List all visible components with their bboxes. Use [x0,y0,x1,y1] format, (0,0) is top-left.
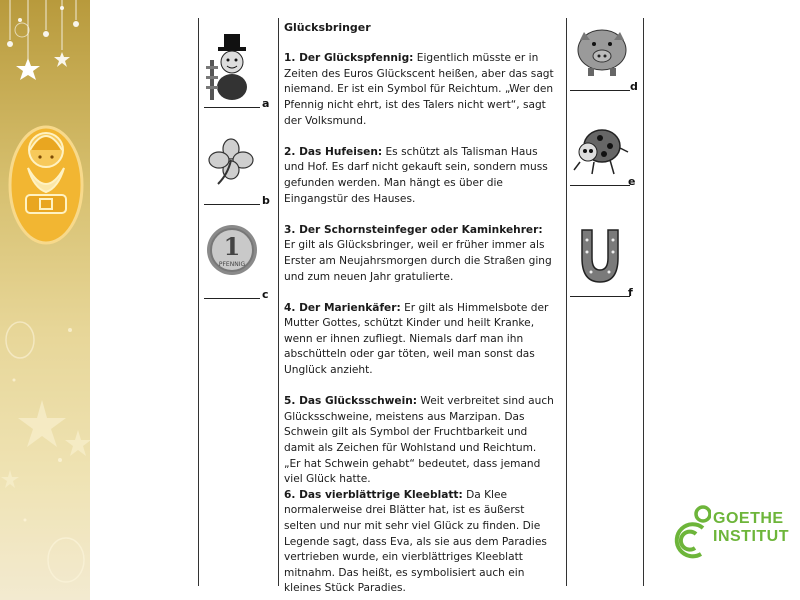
section-heading: 6. Das vierblättrige Kleeblatt: [284,488,463,501]
column-divider [278,18,279,586]
paragraph-6 [284,488,556,597]
picture-letter: a [262,97,270,110]
picture-letter: d [630,80,638,93]
picture-letter: e [628,175,636,188]
logo-line-1: GOETHE [713,510,784,527]
paragraph-3 [284,223,556,285]
paragraph-4 [284,301,556,379]
chimney-sweep-icon [204,32,260,102]
ladybug-icon [570,118,630,178]
picture-letter: f [628,286,633,299]
decorative-sidebar [0,0,90,600]
goethe-institut-logo [673,502,798,572]
answer-line [204,107,260,108]
coin-label: PFENNIG [218,261,246,268]
section-body: Eigentlich müsste er in Zeiten des Euros Glückscent heißen, aber das sagt niemand. Er ist ein Symbol für Reichtum. „Wer den Pfennig nicht ehrt, ist des Talers nicht wert“, sagt der Volksmund. [284,52,554,127]
lucky-pig-icon [574,20,630,80]
worksheet-text [284,20,556,597]
section-body: Da Klee normalerweise drei Blätter hat, ist es äußerst selten und nur mit sehr viel Glück zu finden. Die Legende sagt, dass Eva, als sie aus dem Paradies vertrieben wurde, ein vierblättriges Kleeblatt mitnahm. Das heißt, es symbolisiert auch ein kleines Stück Paradies. [284,488,547,595]
section-body: Er gilt als Glücksbringer, weil er früher immer als Erster am Neujahrsmorgen durch die Straßen ging und zum neuen Jahr gratulierte. [284,239,552,283]
worksheet [198,18,644,595]
four-leaf-clover-icon [206,136,256,186]
pfennig-coin-icon [206,224,258,276]
picture-letter: c [262,288,269,301]
section-body: Weit verbreitet sind auch Glücksschweine, meistens aus Marzipan. Das Schwein gilt als Symbol der Fruchtbarkeit und damit als Zeichen für Wohlstand und Reichtum. „Er hat Schwein gehabt“ bedeutet, dass jemand viel Glück hatte. [284,395,554,486]
answer-line [570,296,630,297]
christmas-decoration-icon [0,0,90,600]
paragraph-1 [284,51,556,129]
picture-letter: b [262,194,270,207]
right-picture-column [566,18,644,586]
left-picture-column [198,18,278,586]
logo-line-2: INSTITUT [713,528,789,545]
goethe-logo-icon [673,502,711,572]
section-body: Er gilt als Himmelsbote der Mutter Gottes, schützt Kinder und heilt Kranke, wenn er ihnen zufliegt. Niemals darf man ihn abschütteln oder gar töten, weil man sonst das Unglück anzieht. [284,301,549,377]
paragraph-5 [284,394,556,488]
section-heading: 3. Der Schornsteinfeger oder Kaminkehrer: [284,223,543,236]
answer-line [204,298,260,299]
logo-text [713,510,789,546]
section-heading: 4. Der Marienkäfer: [284,301,401,314]
section-heading: 5. Das Glücksschwein: [284,395,418,408]
answer-line [570,90,630,91]
section-heading: 1. Der Glückspfennig: [284,52,414,65]
paragraph-2 [284,145,556,207]
coin-value: 1 [223,232,241,261]
section-heading: 2. Das Hufeisen: [284,145,383,158]
answer-line [204,204,260,205]
answer-line [570,185,630,186]
worksheet-title: Glücksbringer [284,21,371,34]
section-body: Es schützt als Talisman Haus und Hof. Es darf nicht gekauft sein, sondern muss gefunden werden. Man hängt es über die Eingangstür des Hauses. [284,145,548,205]
horseshoe-icon [574,224,626,288]
